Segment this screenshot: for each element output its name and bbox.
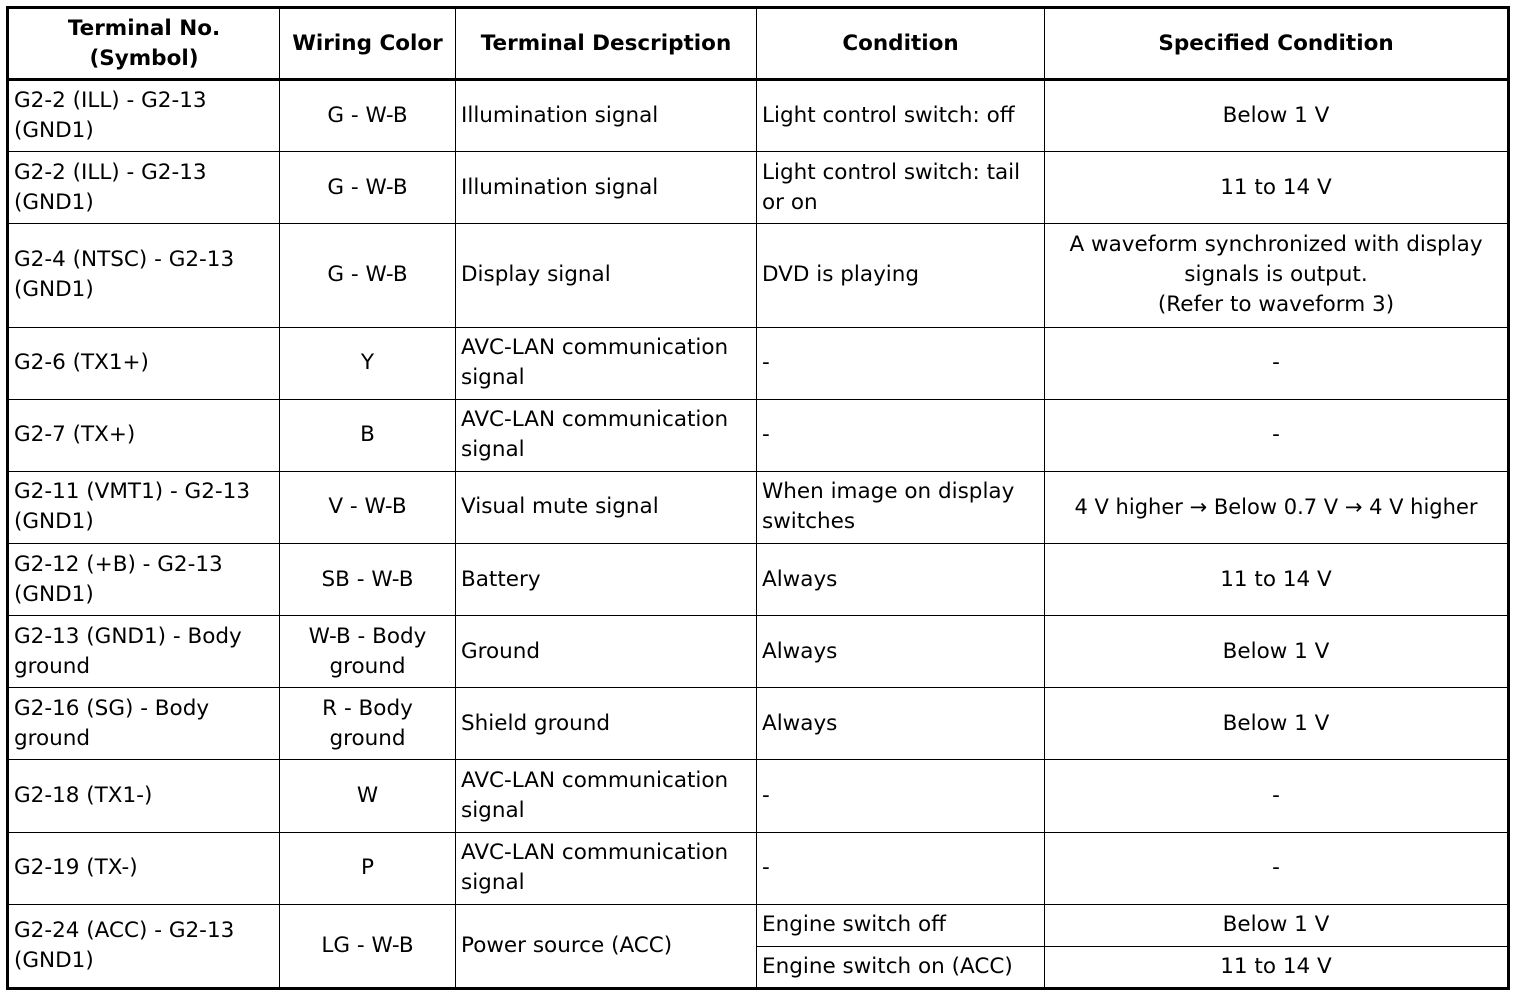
wiring-color-cell: R - Body ground [280, 688, 456, 760]
table-row [8, 327, 1509, 399]
wiring-color-cell: G - W-B [280, 152, 456, 224]
condition-cell: Always [757, 544, 1045, 616]
terminal-cell: G2-12 (+B) - G2-13 (GND1) [8, 544, 280, 616]
condition-cell: Light control switch: off [757, 80, 1045, 152]
wiring-color-cell: W-B - Body ground [280, 616, 456, 688]
condition-cell: Always [757, 688, 1045, 760]
terminal-cell: G2-2 (ILL) - G2-13 (GND1) [8, 152, 280, 224]
specified-condition-cell: Below 1 V [1045, 904, 1509, 946]
waveform-reference-note: (Refer to waveform 3) [1157, 292, 1395, 318]
specified-condition-cell: - [1045, 760, 1509, 832]
description-cell: Display signal [456, 224, 757, 327]
specified-condition-cell: Below 1 V [1045, 616, 1509, 688]
description-cell: AVC-LAN communication signal [456, 760, 757, 832]
wiring-color-cell: V - W-B [280, 471, 456, 543]
terminal-cell: G2-13 (GND1) - Body ground [8, 616, 280, 688]
table-row [8, 544, 1509, 616]
specified-condition-cell: 11 to 14 V [1045, 544, 1509, 616]
specified-condition-cell: 4 V higher → Below 0.7 V → 4 V higher [1045, 471, 1509, 543]
description-cell: AVC-LAN communication signal [456, 399, 757, 471]
specified-condition-cell: 11 to 14 V [1045, 946, 1509, 988]
terminal-cell: G2-4 (NTSC) - G2-13 (GND1) [8, 224, 280, 327]
wiring-color-cell: G - W-B [280, 80, 456, 152]
description-cell: Power source (ACC) [456, 904, 757, 988]
specified-condition-cell: - [1045, 327, 1509, 399]
table-row [8, 80, 1509, 152]
condition-cell: Engine switch off [757, 904, 1045, 946]
table-row [8, 904, 1509, 946]
condition-cell: - [757, 327, 1045, 399]
specified-condition-cell: Below 1 V [1045, 688, 1509, 760]
header-terminal: Terminal No. (Symbol) [8, 8, 280, 80]
wiring-color-cell: P [280, 832, 456, 904]
condition-cell: DVD is playing [757, 224, 1045, 327]
terminal-spec-table [6, 6, 1510, 990]
table-row [8, 152, 1509, 224]
description-cell: Ground [456, 616, 757, 688]
wiring-color-cell: SB - W-B [280, 544, 456, 616]
terminal-cell: G2-16 (SG) - Body ground [8, 688, 280, 760]
terminal-cell: G2-24 (ACC) - G2-13 (GND1) [8, 904, 280, 988]
condition-cell: Always [757, 616, 1045, 688]
table-row [8, 224, 1509, 327]
table-row [8, 688, 1509, 760]
table-row [8, 832, 1509, 904]
wiring-color-cell: W [280, 760, 456, 832]
terminal-cell: G2-18 (TX1-) [8, 760, 280, 832]
terminal-cell: G2-6 (TX1+) [8, 327, 280, 399]
terminal-cell: G2-7 (TX+) [8, 399, 280, 471]
terminal-cell: G2-19 (TX-) [8, 832, 280, 904]
header-wiring-color: Wiring Color [280, 8, 456, 80]
description-cell: Visual mute signal [456, 471, 757, 543]
condition-cell: Light control switch: tail or on [757, 152, 1045, 224]
condition-cell: - [757, 832, 1045, 904]
wiring-color-cell: B [280, 399, 456, 471]
condition-cell: - [757, 760, 1045, 832]
description-cell: AVC-LAN communication signal [456, 327, 757, 399]
description-cell: AVC-LAN communication signal [456, 832, 757, 904]
condition-cell: - [757, 399, 1045, 471]
header-terminal-description: Terminal Description [456, 8, 757, 80]
table-row [8, 760, 1509, 832]
description-cell: Shield ground [456, 688, 757, 760]
specified-condition-cell: Below 1 V [1045, 80, 1509, 152]
terminal-cell: G2-2 (ILL) - G2-13 (GND1) [8, 80, 280, 152]
condition-cell: Engine switch on (ACC) [757, 946, 1045, 988]
table-row [8, 616, 1509, 688]
terminal-cell: G2-11 (VMT1) - G2-13 (GND1) [8, 471, 280, 543]
table-row [8, 399, 1509, 471]
header-condition: Condition [757, 8, 1045, 80]
wiring-color-cell: LG - W-B [280, 904, 456, 988]
specified-condition-cell [1045, 224, 1509, 327]
header-specified-condition: Specified Condition [1045, 8, 1509, 80]
specified-condition-cell: - [1045, 832, 1509, 904]
specified-condition-cell: 11 to 14 V [1045, 152, 1509, 224]
header-row [8, 8, 1509, 80]
table-row [8, 471, 1509, 543]
description-cell: Battery [456, 544, 757, 616]
description-cell: Illumination signal [456, 152, 757, 224]
description-cell: Illumination signal [456, 80, 757, 152]
specified-condition-cell: - [1045, 399, 1509, 471]
condition-cell: When image on display switches [757, 471, 1045, 543]
specified-text: A waveform synchronized with display signals is output. [1069, 232, 1483, 288]
wiring-color-cell: Y [280, 327, 456, 399]
wiring-color-cell: G - W-B [280, 224, 456, 327]
